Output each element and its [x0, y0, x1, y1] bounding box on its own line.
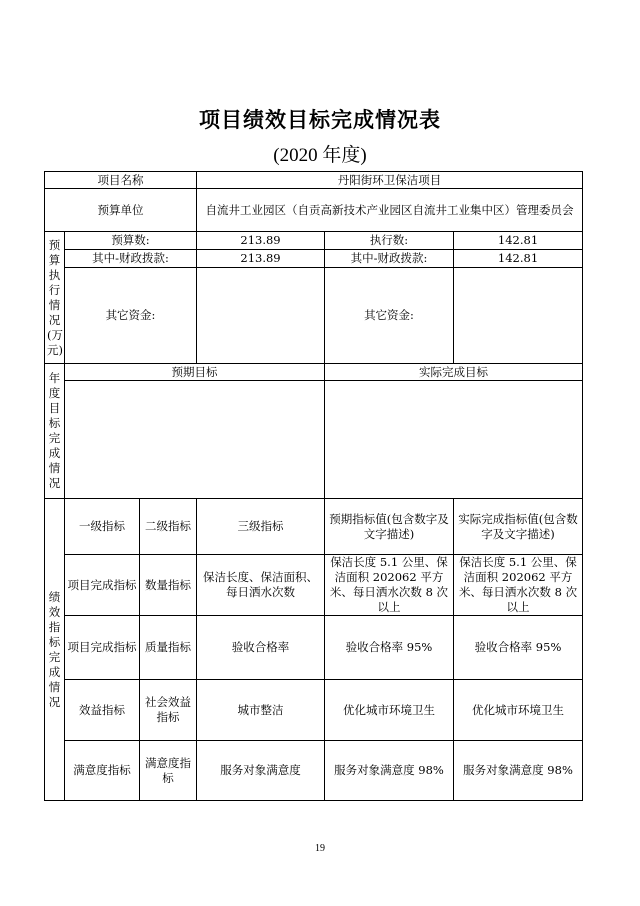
budget-value: 213.89 — [197, 232, 325, 250]
other-funds-value — [197, 268, 325, 364]
annual-actual-header: 实际完成目标 — [325, 364, 583, 381]
page-number: 19 — [315, 843, 325, 854]
project-name-row — [45, 172, 583, 189]
fiscal-row — [45, 250, 583, 268]
indicator-row-satisfaction — [45, 741, 583, 801]
budget-unit-row — [45, 189, 583, 232]
other-funds-exec-value — [454, 268, 583, 364]
other-funds-exec-label: 其它资金: — [325, 268, 454, 364]
row3-level1: 效益指标 — [65, 680, 140, 741]
row1-expected: 保洁长度 5.1 公里、保洁面积 202062 平方米、每日洒水次数 8 次以上 — [325, 555, 454, 616]
row4-level1: 满意度指标 — [65, 741, 140, 801]
indicator-row-quality — [45, 616, 583, 680]
annual-section-label: 年 度 目 标 完 成 情 况 — [45, 364, 65, 499]
row1-level3: 保洁长度、保洁面积、每日洒水次数 — [197, 555, 325, 616]
row4-actual: 服务对象满意度 98% — [454, 741, 583, 801]
indicator-header-row — [45, 499, 583, 555]
budget-unit-label: 预算单位 — [45, 189, 197, 232]
row3-actual: 优化城市环境卫生 — [454, 680, 583, 741]
other-funds-label: 其它资金: — [65, 268, 197, 364]
row3-level3: 城市整洁 — [197, 680, 325, 741]
project-name-label: 项目名称 — [45, 172, 197, 189]
row2-level3: 验收合格率 — [197, 616, 325, 680]
fiscal-exec-value: 142.81 — [454, 250, 583, 268]
performance-section-label: 绩 效 指 标 完 成 情 况 — [45, 499, 65, 801]
row3-level2: 社会效益指标 — [140, 680, 197, 741]
performance-table — [44, 171, 583, 801]
row2-level2: 质量指标 — [140, 616, 197, 680]
budget-label: 预算数: — [65, 232, 197, 250]
exec-value: 142.81 — [454, 232, 583, 250]
row2-actual: 验收合格率 95% — [454, 616, 583, 680]
row3-expected: 优化城市环境卫生 — [325, 680, 454, 741]
header-expected: 预期指标值(包含数字及文字描述) — [325, 499, 454, 555]
indicator-row-quantity — [45, 555, 583, 616]
project-name-value: 丹阳街环卫保洁项目 — [197, 172, 583, 189]
row4-level3: 服务对象满意度 — [197, 741, 325, 801]
budget-section-label: 预 算 执 行 情 况 (万 元) — [45, 232, 65, 364]
budget-row — [45, 232, 583, 250]
row2-expected: 验收合格率 95% — [325, 616, 454, 680]
annual-actual-content — [325, 381, 583, 499]
row1-level1: 项目完成指标 — [65, 555, 140, 616]
exec-label: 执行数: — [325, 232, 454, 250]
indicator-row-benefit — [45, 680, 583, 741]
header-level1: 一级指标 — [65, 499, 140, 555]
annual-content-row — [45, 381, 583, 499]
fiscal-label: 其中-财政拨款: — [65, 250, 197, 268]
row4-expected: 服务对象满意度 98% — [325, 741, 454, 801]
header-actual: 实际完成指标值(包含数字及文字描述) — [454, 499, 583, 555]
header-level2: 二级指标 — [140, 499, 197, 555]
annual-expected-header: 预期目标 — [65, 364, 325, 381]
budget-unit-value: 自流井工业园区（自贡高新技术产业园区自流井工业集中区）管理委员会 — [197, 189, 583, 232]
row1-level2: 数量指标 — [140, 555, 197, 616]
fiscal-budget-value: 213.89 — [197, 250, 325, 268]
annual-expected-content — [65, 381, 325, 499]
other-funds-row — [45, 268, 583, 364]
header-level3: 三级指标 — [197, 499, 325, 555]
row4-level2: 满意度指标 — [140, 741, 197, 801]
page-title: 项目绩效目标完成情况表 — [199, 108, 441, 132]
row1-actual: 保洁长度 5.1 公里、保洁面积 202062 平方米、每日洒水次数 8 次以上 — [454, 555, 583, 616]
annual-header-row — [45, 364, 583, 381]
fiscal-exec-label: 其中-财政拨款: — [325, 250, 454, 268]
year-subtitle: (2020 年度) — [273, 145, 367, 166]
row2-level1: 项目完成指标 — [65, 616, 140, 680]
